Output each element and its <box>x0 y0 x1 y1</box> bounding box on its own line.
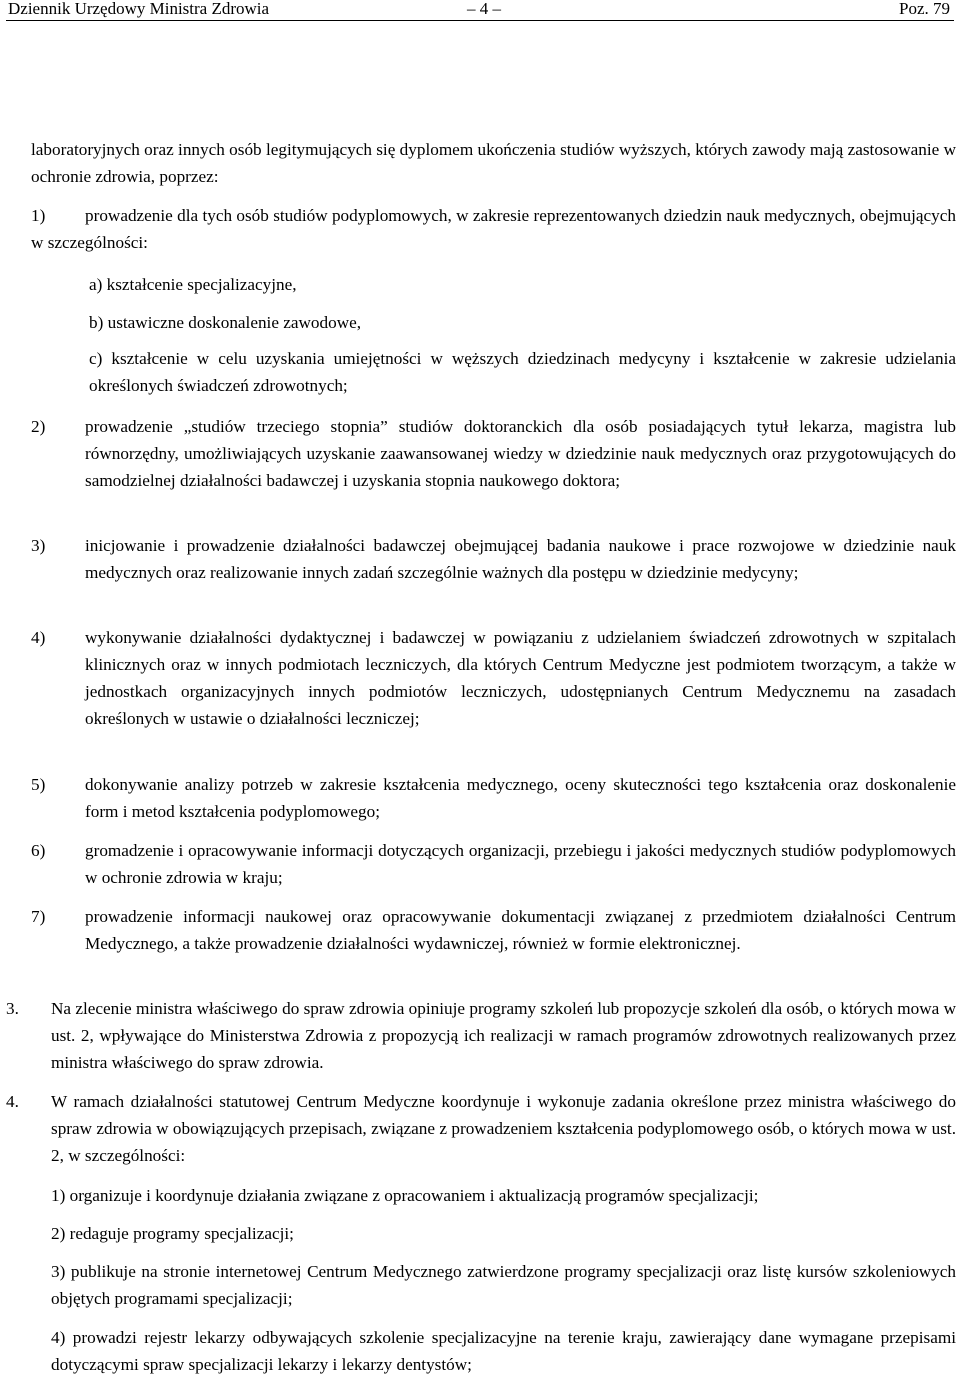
item-number: 6) <box>31 841 46 860</box>
item-text: wykonywanie działalności dydaktycznej i badawczej w powiązaniu z udzielaniem świadczeń zdrowotnych w szpitalach klinicznych oraz w innych podmiotach leczniczych, dla których Centrum Medyczne jest podmiotem tworzącym, a także w jednostkach organizacyjnych innych podmiotów leczniczych, udostępnianych Centrum Medycznemu na zasadach określonych w ustawie o działalności leczniczej; <box>85 628 956 728</box>
point-4: 4) prowadzi rejestr lekarzy odbywających szkolenie specjalizacyjne na terenie kraju, zawierający dane wymagane przepisami dotyczącymi spraw specjalizacji lekarzy i lekarzy dentystów; <box>51 1328 956 1374</box>
item-text: prowadzenie „studiów trzeciego stopnia” studiów doktoranckich dla osób posiadających tytuł lekarza, magistra lub równorzędny, umożliwiających uzyskanie zaawansowanej wiedzy w dziedzinie nauk medycznych oraz przygotowujących do samodzielnej działalności badawczej i uzyskania stopnia naukowego doktora; <box>85 417 956 490</box>
item-text: prowadzenie dla tych osób studiów podyplomowych, w zakresie reprezentowanych dziedzin nauk medycznych, obejmujących w szczególności: <box>31 206 956 252</box>
subitem-c: c) kształcenie w celu uzyskania umiejętności w węższych dziedzinach medycyny i kształcenie w zakresie udzielania określonych świadczeń zdrowotnych; <box>89 349 956 395</box>
list-item-2 <box>31 413 956 521</box>
list-item-5 <box>31 771 956 825</box>
subitem-a: a) kształcenie specjalizacyjne, <box>89 275 297 294</box>
item-text: prowadzenie informacji naukowej oraz opracowywanie dokumentacji związanej z przedmiotem działalności Centrum Medycznego, a także prowadzenie działalności wydawniczej, również w formie elektronicznej. <box>85 907 956 953</box>
list-item-6 <box>31 837 956 891</box>
section-3 <box>6 995 956 1076</box>
page-number: – 4 – <box>467 0 501 18</box>
section-text: Na zlecenie ministra właściwego do spraw zdrowia opiniuje programy szkoleń lub propozycje szkoleń dla osób, o których mowa w ust. 2, wpływające do Ministerstwa Zdrowia z propozycją ich realizacji w ramach programów zdrowotnych realizowanych przez ministra właściwego do spraw zdrowia. <box>51 999 956 1072</box>
item-number: 4) <box>31 628 46 647</box>
section-4 <box>6 1088 956 1169</box>
journal-title: Dziennik Urzędowy Ministra Zdrowia <box>8 0 270 18</box>
item-text: inicjowanie i prowadzenie działalności badawczej obejmującej badania naukowe i prace rozwojowe w dziedzinie nauk medycznych oraz realizowanie innych zadań szczególnie ważnych dla postępu w dziedzinie medycyny; <box>85 536 956 582</box>
item-text: dokonywanie analizy potrzeb w zakresie kształcenia medycznego, oceny skuteczności tego kształcenia oraz doskonalenie form i metod kształcenia podyplomowego; <box>85 775 956 821</box>
list-item-3 <box>31 532 956 613</box>
intro-paragraph: laboratoryjnych oraz innych osób legitymujących się dyplomem ukończenia studiów wyższych, których zawody mają zastosowanie w ochronie zdrowia, poprzez: <box>31 140 956 186</box>
point-1: 1) organizuje i koordynuje działania związane z opracowaniem i aktualizacją programów specjalizacji; <box>51 1186 759 1205</box>
point-2: 2) redaguje programy specjalizacji; <box>51 1224 294 1243</box>
page-header <box>6 0 954 21</box>
item-number: 2) <box>31 417 46 436</box>
item-number: 3) <box>31 536 46 555</box>
section-number: 3. <box>6 999 19 1018</box>
position-number: Poz. 79 <box>899 0 950 18</box>
subitem-b: b) ustawiczne doskonalenie zawodowe, <box>89 313 362 332</box>
item-number: 5) <box>31 775 46 794</box>
section-number: 4. <box>6 1092 19 1111</box>
section-text: W ramach działalności statutowej Centrum Medyczne koordynuje i wykonuje zadania określone przez ministra właściwego do spraw zdrowia w obowiązujących przepisach, związane z prowadzeniem kształcenia podyplomowego osób, o których mowa w ust. 2, w szczególności: <box>51 1092 956 1165</box>
list-item-7 <box>31 903 956 984</box>
item-number: 7) <box>31 907 46 926</box>
list-item-4 <box>31 624 956 759</box>
point-3: 3) publikuje na stronie internetowej Centrum Medycznego zatwierdzone programy specjalizacji oraz listę kursów szkoleniowych objętych programami specjalizacji; <box>51 1262 956 1308</box>
list-item-1 <box>31 202 956 256</box>
item-text: gromadzenie i opracowywanie informacji dotyczących organizacji, przebiegu i jakości medycznych studiów podyplomowych w ochronie zdrowia w kraju; <box>85 841 956 887</box>
item-number: 1) <box>31 206 46 225</box>
